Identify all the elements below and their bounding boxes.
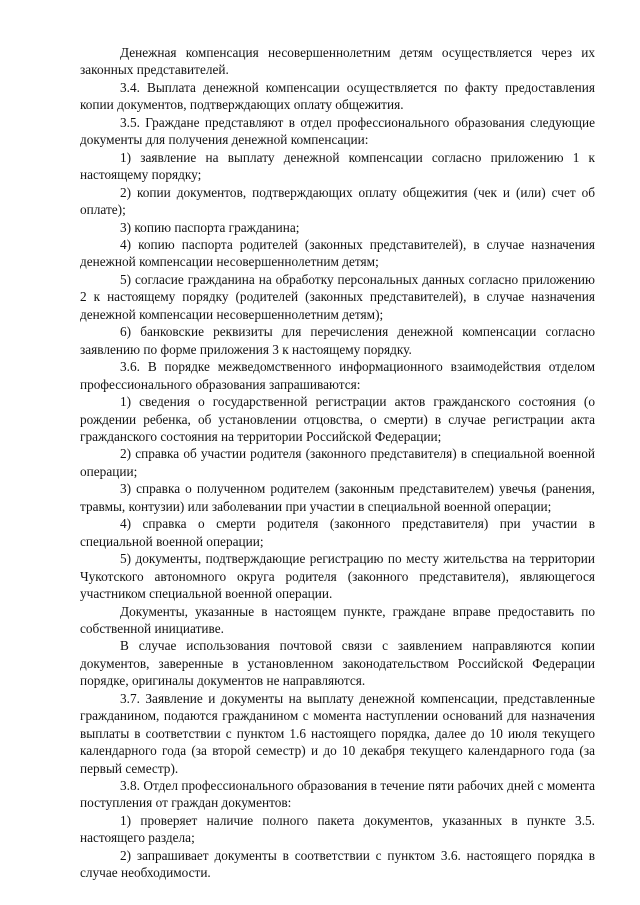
list-item-3-6-5: 5) документы, подтверждающие регистрацию по месту жительства на территории Чукотского автономного округа родителя (законного представителя), являющегося участником специальной военной операции. [80,551,595,602]
list-item-3-5-1: 1) заявление на выплату денежной компенсации согласно приложению 1 к настоящему порядку; [80,149,595,183]
paragraph-3-8: 3.8. Отдел профессионального образования в течение пяти рабочих дней с момента поступления от граждан документов: [80,778,595,811]
list-item-3-5-4: 4) копию паспорта родителей (законных представителей), в случае назначения денежной компенсации несовершеннолетним детям; [80,236,595,270]
list-item-3-6-1: 1) сведения о государственной регистрации актов гражданского состояния (о рождении ребенка, об установлении отцовства, о смерти) в случае регистрации акта гражданского состояния на территории Российской Федерации; [80,394,595,444]
paragraph-postal-service: В случае использования почтовой связи с заявлением направляются копии документов, заверенные в установленном законодательством Российской Федерации порядке, оригиналы документов не направляются. [80,638,595,689]
list-item-3-6-4: 4) справка о смерти родителя (законного представителя) при участии в специальной военной операции; [80,516,595,549]
list-item-3-8-2: 2) запрашивает документы в соответствии с пунктом 3.6. настоящего порядка в случае необходимости. [80,847,595,881]
document-page [80,44,595,882]
list-item-3-5-3: 3) копию паспорта гражданина; [120,219,300,235]
paragraph-3-7: 3.7. Заявление и документы на выплату денежной компенсации, представленные гражданином, подаются гражданином с момента наступлении оснований для назначения выплаты в соответствии с пунктом 1.6 настоящего порядка, далее до 10 июля текущего календарного года (за второй семестр) и до 10 декабря текущего календарного года (за первый семестр). [80,690,595,776]
list-item-3-6-2: 2) справка об участии родителя (законного представителя) в специальной военной операции; [80,446,595,479]
paragraph-own-initiative: Документы, указанные в настоящем пункте, граждане вправе предоставить по собственной инициативе. [80,603,595,636]
list-item-3-8-1: 1) проверяет наличие полного пакета документов, указанных в пункте 3.5. настоящего раздела; [80,812,595,846]
paragraph-3-5: 3.5. Граждане представляют в отдел профессионального образования следующие документы для получения денежной компенсации: [80,114,595,148]
list-item-3-5-6: 6) банковские реквизиты для перечисления денежной компенсации согласно заявлению по форме приложения 3 к настоящему порядку. [80,324,595,357]
list-item-3-6-3: 3) справка о полученном родителем (законным представителем) увечья (ранения, травмы, контузии) или заболевании при участии в специальной военной операции; [80,481,595,514]
list-item-3-5-2: 2) копии документов, подтверждающих оплату общежития (чек и (или) счет об оплате); [80,184,595,218]
paragraph-3-6: 3.6. В порядке межведомственного информационного взаимодействия отделом профессионального образования запрашиваются: [80,359,595,392]
list-item-3-5-5: 5) согласие гражданина на обработку персональных данных согласно приложению 2 к настоящему порядку (родителей (законных представителей), в случае назначения денежной компенсации несовершеннолетним детям); [80,271,595,322]
paragraph-compensation-via-representatives: Денежная компенсация несовершеннолетним детям осуществляется через их законных представителей. [80,45,595,78]
paragraph-3-4: 3.4. Выплата денежной компенсации осуществляется по факту предоставления копии документов, подтверждающих оплату общежития. [80,79,595,113]
